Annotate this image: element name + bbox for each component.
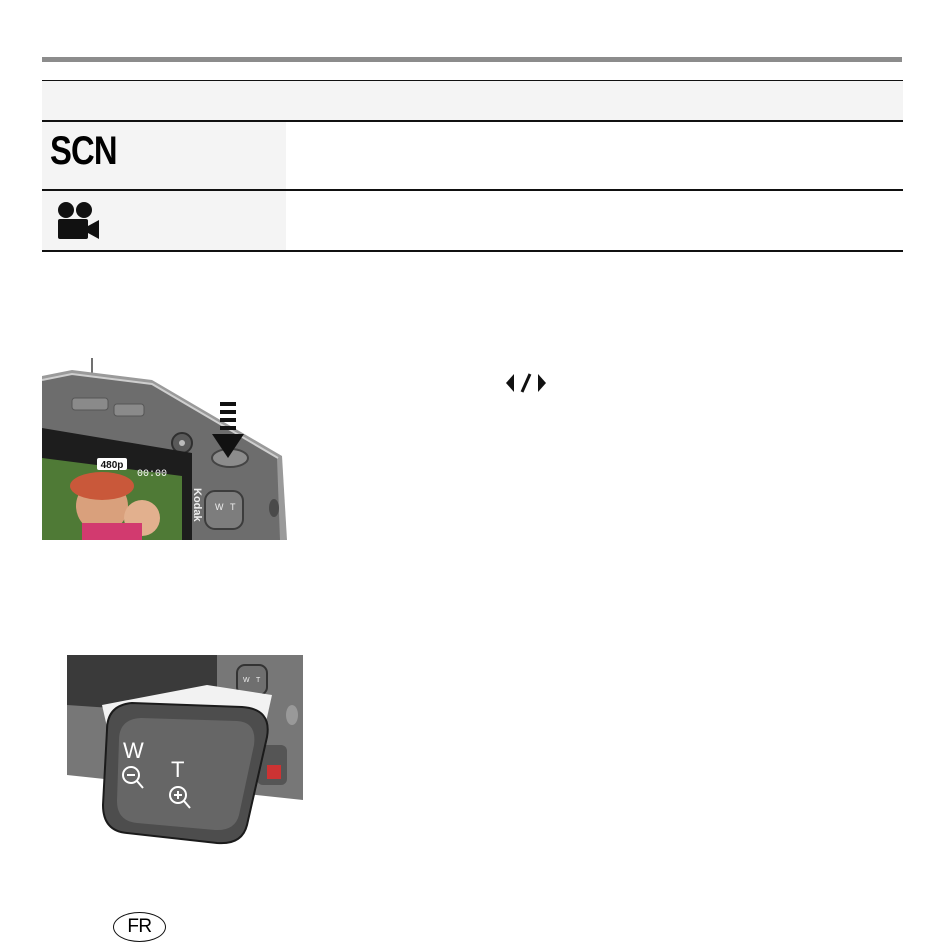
svg-text:T: T — [230, 502, 236, 512]
table-header-row — [42, 81, 903, 121]
table-bottom-border — [42, 250, 903, 252]
svg-text:Kodak: Kodak — [191, 488, 203, 522]
svg-text:00:00: 00:00 — [137, 469, 168, 480]
top-rule — [42, 57, 902, 62]
svg-text:W: W — [215, 502, 224, 512]
svg-text:480p: 480p — [100, 460, 124, 471]
camera-back-illustration — [42, 358, 287, 540]
movie-camera-icon — [56, 201, 100, 241]
svg-text:W: W — [243, 677, 250, 684]
svg-text:W: W — [123, 738, 144, 763]
svg-text:T: T — [171, 757, 185, 782]
zoom-button-closeup — [67, 655, 303, 847]
svg-text:T: T — [256, 677, 261, 684]
left-right-arrows-icon — [505, 372, 551, 394]
scn-icon: SCN — [50, 129, 117, 173]
language-badge: FR — [113, 912, 166, 942]
